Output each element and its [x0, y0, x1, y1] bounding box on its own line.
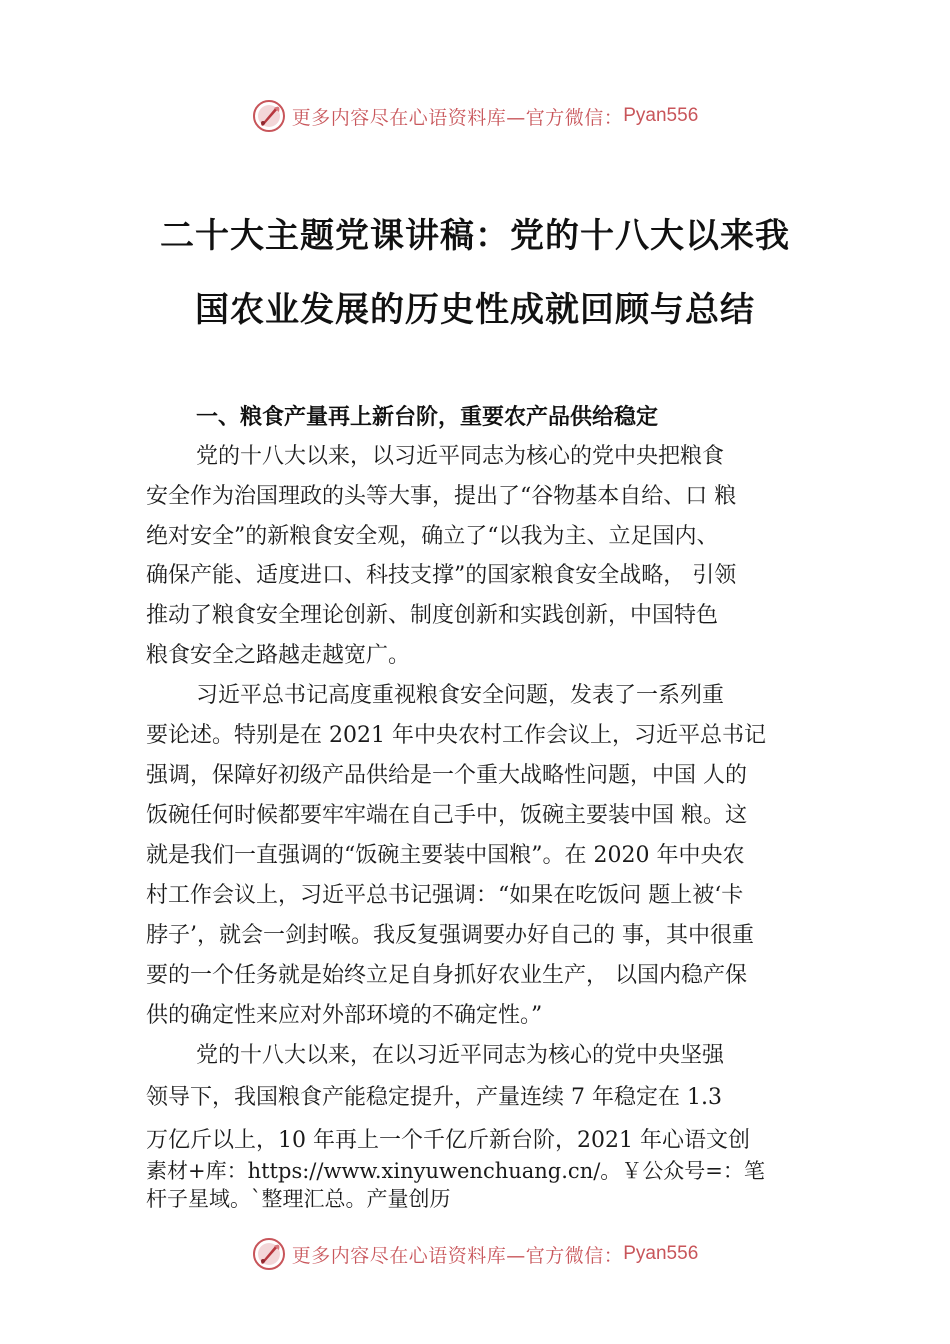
body-line: 饭碗任何时候都要牢牢端在自己手中，饭碗主要装中国 粮。这 — [146, 803, 747, 828]
footer-banner — [0, 1234, 950, 1274]
body-line: 确保产能、适度进口、科技支撑”的国家粮食安全战略， 引领 — [146, 563, 737, 588]
banner-text: 更多内容尽在心语资料库—官方微信： — [291, 1244, 624, 1267]
banner-account: Pyan556 — [623, 105, 699, 126]
body-line: 就是我们一直强调的“饭碗主要装中国粮”。在 2020 年中央农 — [146, 843, 745, 868]
quill-logo-icon — [252, 99, 286, 133]
body-line: 强调，保障好初级产品供给是一个重大战略性问题，中国 人的 — [146, 763, 747, 788]
body-line: 素材+库：https://www.xinyuwenchuang.cn/。￥公众号=：笔 — [146, 1159, 765, 1183]
body-line: 脖子’，就会一剑封喉。我反复强调要办好自己的 事，其中很重 — [146, 923, 754, 948]
body-line: 供的确定性来应对外部环境的不确定性。” — [146, 1003, 543, 1028]
body-line: 万亿斤以上，10 年再上一个千亿斤新台阶，2021 年心语文创 — [146, 1128, 750, 1153]
body-line: 要论述。特别是在 2021 年中央农村工作会议上，习近平总书记 — [146, 723, 766, 748]
body-line: 安全作为治国理政的头等大事，提出了“谷物基本自给、口 粮 — [146, 484, 737, 509]
body-line: 村工作会议上，习近平总书记强调：“如果在吃饭问 题上被‘卡 — [146, 883, 744, 908]
banner-text: 更多内容尽在心语资料库—官方微信： — [291, 106, 624, 129]
body-line: 推动了粮食安全理论创新、制度创新和实践创新，中国特色 — [146, 603, 719, 628]
quill-logo-icon — [252, 1237, 286, 1271]
section-heading: 一、粮食产量再上新台阶，重要农产品供给稳定 — [196, 405, 659, 430]
document-title-line-1: 二十大主题党课讲稿：党的十八大以来我 — [160, 216, 790, 256]
body-line: 党的十八大以来，在以习近平同志为核心的党中央坚强 — [196, 1043, 725, 1068]
body-line: 习近平总书记高度重视粮食安全问题，发表了一系列重 — [196, 683, 725, 708]
banner-account: Pyan556 — [623, 1243, 699, 1264]
body-line: 要的一个任务就是始终立足自身抓好农业生产， 以国内稳产保 — [146, 963, 747, 988]
body-line: 粮食安全之路越走越宽广。 — [146, 643, 411, 668]
body-line: 党的十八大以来，以习近平同志为核心的党中央把粮食 — [196, 444, 725, 469]
body-line: 领导下，我国粮食产能稳定提升，产量连续 7 年稳定在 1.3 — [146, 1085, 722, 1110]
body-line: 绝对安全”的新粮食安全观，确立了“以我为主、立足国内、 — [146, 524, 719, 549]
document-title-line-2: 国农业发展的历史性成就回顾与总结 — [195, 290, 755, 330]
body-line: 杆子星域。`整理汇总。产量创历 — [146, 1187, 451, 1211]
header-banner — [0, 96, 950, 136]
